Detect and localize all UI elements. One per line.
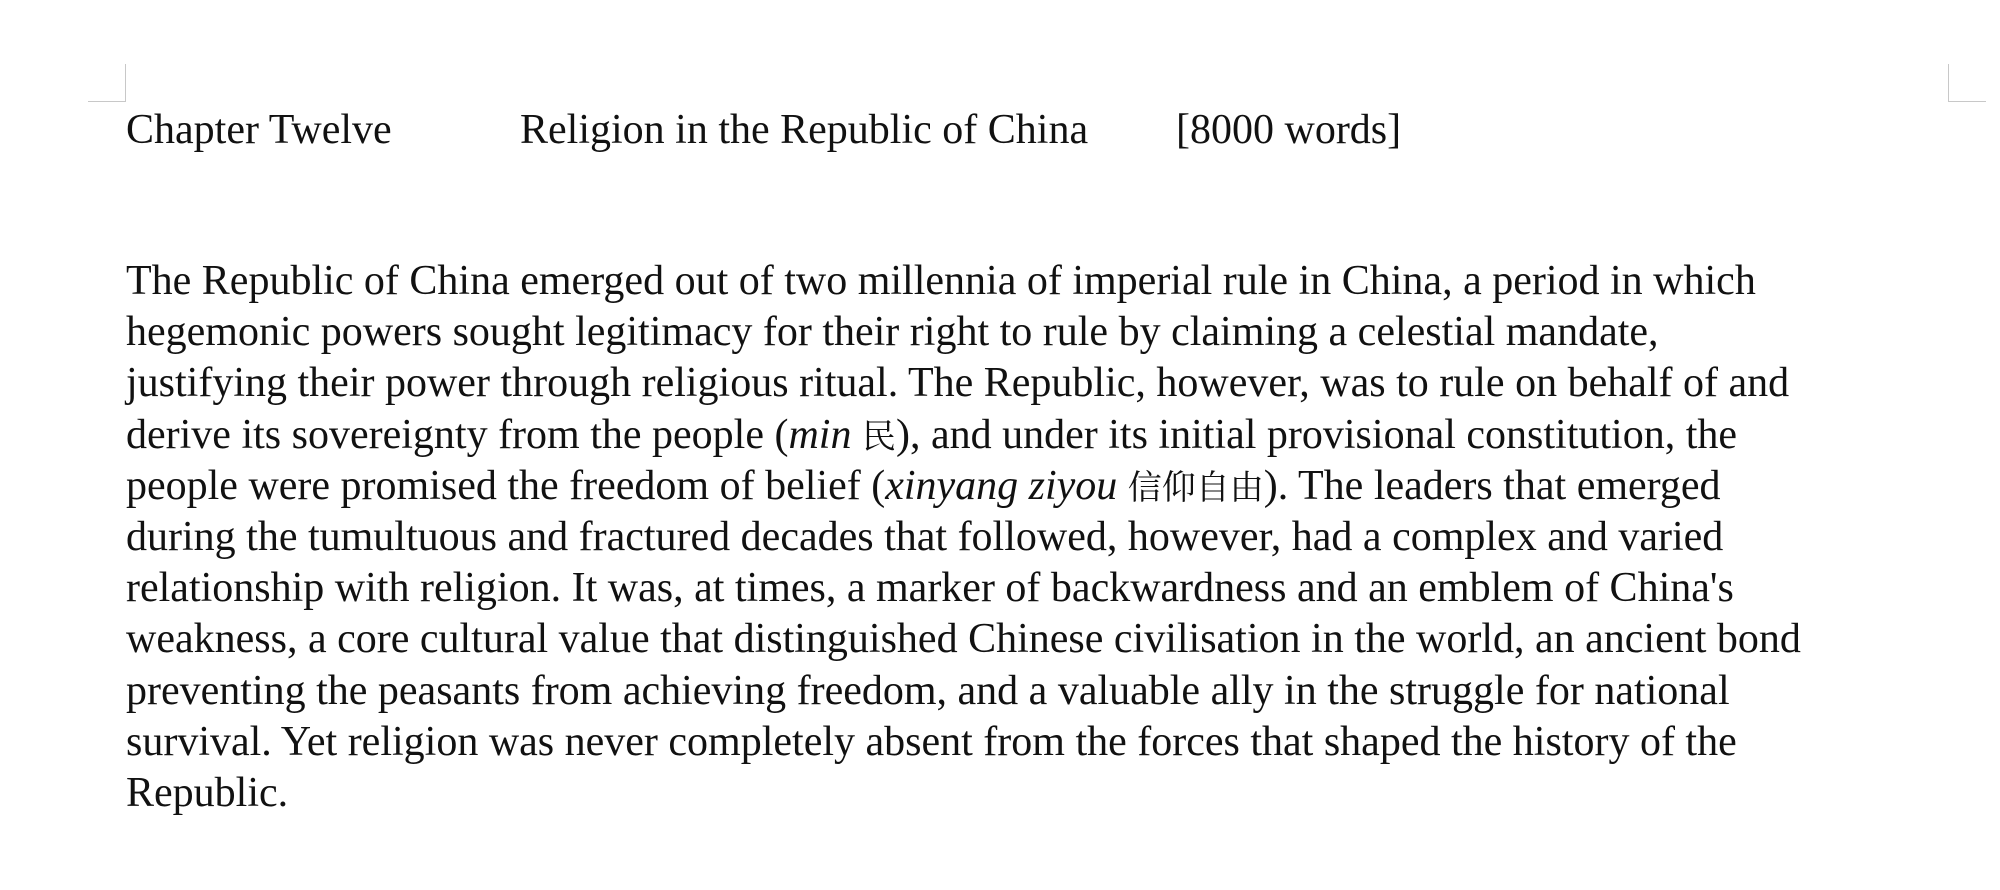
chinese-characters: 民 (861, 416, 896, 457)
line-text: ), and under its initial provisional constitution, the (895, 411, 1738, 458)
line-text: ). The leaders that emerged (1263, 462, 1721, 509)
romanized-term: xinyang ziyou (885, 462, 1118, 509)
top-right-margin-mark (1948, 64, 1986, 102)
paragraph-line: preventing the peasants from achieving freedom, and a valuable ally in the struggle for national (126, 667, 1730, 714)
chapter-title: Religion in the Republic of China (520, 107, 1089, 153)
paragraph-line (126, 410, 1906, 461)
paragraph-line: survival. Yet religion was never completely absent from the forces that shaped the history of the (126, 718, 1737, 765)
romanized-term: min (788, 411, 852, 458)
paragraph-line (126, 461, 1906, 512)
chapter-number: Chapter Twelve (126, 107, 392, 153)
top-left-margin-mark (88, 64, 126, 102)
paragraph-line: Republic. (126, 769, 289, 816)
paragraph-line: hegemonic powers sought legitimacy for their right to rule by claiming a celestial mandate, (126, 309, 1659, 356)
body-paragraph (126, 256, 1906, 819)
line-text: derive its sovereignty from the people ( (126, 411, 789, 458)
chinese-characters: 信仰自由 (1127, 467, 1264, 508)
line-text: people were promised the freedom of belief ( (126, 462, 886, 509)
paragraph-line: weakness, a core cultural value that distinguished Chinese civilisation in the world, an ancient bond (126, 616, 1801, 663)
word-count: [8000 words] (1176, 107, 1402, 153)
paragraph-line: during the tumultuous and fractured decades that followed, however, had a complex and varied (126, 513, 1724, 560)
paragraph-line: justifying their power through religious ritual. The Republic, however, was to rule on behalf of and (126, 360, 1790, 407)
paragraph-line: relationship with religion. It was, at times, a marker of backwardness and an emblem of China's (126, 565, 1734, 612)
paragraph-line: The Republic of China emerged out of two millennia of imperial rule in China, a period in which (126, 258, 1756, 304)
